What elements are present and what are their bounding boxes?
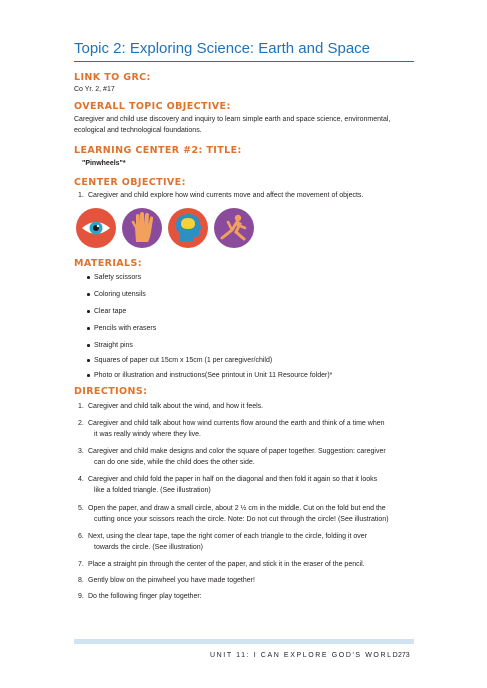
item-line: Gently blow on the pinwheel you have made together! [88,577,255,584]
materials-heading: MATERIALS: [74,258,142,269]
item-line: Next, using the clear tape, tape the right corner of each triangle to the circle, folding it over [88,533,367,540]
directions-heading: DIRECTIONS: [74,386,148,397]
eye-icon [76,208,116,248]
list-item [78,531,410,553]
item-number: 8. [78,577,84,584]
item-text: Caregiver and child explore how wind currents move and affect the movement of objects. [88,192,364,199]
objective-text: Caregiver and child use discovery and inquiry to learn simple earth and space science, environmental, ecological and technological foundations. [74,116,391,134]
bullet [87,359,90,362]
bullet [87,344,90,347]
item-line: Caregiver and child talk about how wind currents flow around the earth and think of a time when [88,420,385,427]
item-line: like a folded triangle. (See illustration) [94,487,211,494]
list-item [78,446,410,468]
list-item [78,559,410,570]
center-heading: LEARNING CENTER #2: TITLE: [74,145,242,156]
list-item [78,591,410,602]
page-title: Topic 2: Exploring Science: Earth and Space [74,40,371,57]
material-text: Photo or illustration and instructions(See printout in Unit 11 Resource folder)* [94,372,333,379]
body-movement-icon [214,208,254,248]
list-item [94,272,141,283]
page-number: 273 [398,652,410,659]
item-line: Open the paper, and draw a small circle, about 2 ½ cm in the middle. Cut on the fold but end the [88,505,386,512]
item-line: Do the following finger play together: [88,593,202,600]
list-item [94,323,156,334]
bullet [87,310,90,313]
item-number: 7. [78,561,84,568]
bullet [87,293,90,296]
list-item [78,401,410,412]
center-title: "Pinwheels"* [82,160,126,167]
list-item [94,289,146,300]
item-line: cutting once your scissors reach the circle. Note: Do not cut through the circle! (See illustration) [94,516,389,523]
item-number: 3. [78,448,84,455]
item-line: Caregiver and child talk about the wind, and how it feels. [88,403,264,410]
hand-icon [122,208,162,248]
item-line: Caregiver and child fold the paper in half on the diagonal and then fold it again so that it looks [88,476,378,483]
material-text: Safety scissors [94,274,142,281]
objective-heading: OVERALL TOPIC OBJECTIVE: [74,101,231,112]
bullet [87,374,90,377]
item-line: it was really windy where they live. [94,431,201,438]
item-number: 9. [78,593,84,600]
item-number: 6. [78,533,84,540]
item-number: 5. [78,505,84,512]
material-text: Clear tape [94,308,127,315]
item-line: towards the circle. (See illustration) [94,544,203,551]
list-item [78,418,410,440]
item-number: 2. [78,420,84,427]
link-heading: LINK TO GRC: [74,72,151,83]
list-item [94,306,126,317]
bullet [87,276,90,279]
bullet [87,327,90,330]
list-item [78,503,410,525]
item-number: 1. [78,403,84,410]
list-item [94,340,133,351]
brain-icon [168,208,208,248]
list-item [94,370,332,381]
material-text: Straight pins [94,342,133,349]
link-text: Co Yr. 2, #17 [74,86,115,93]
center-objective-item [78,190,410,201]
item-number: 4. [78,476,84,483]
footer-unit-title: UNIT 11: I CAN EXPLORE GOD'S WORLD [210,652,400,659]
list-item [94,355,272,366]
material-text: Coloring utensils [94,291,146,298]
title-divider [74,61,414,62]
list-item [78,474,410,496]
footer-band [74,639,414,644]
item-line: can do one side, while the child does the other side. [94,459,255,466]
center-objective-heading: CENTER OBJECTIVE: [74,177,186,188]
item-number: 1. [78,192,84,199]
item-line: Place a straight pin through the center of the paper, and stick it in the eraser of the pencil. [88,561,365,568]
item-line: Caregiver and child make designs and color the square of paper together. Suggestion: caregiver [88,448,386,455]
material-text: Pencils with erasers [94,325,157,332]
material-text: Squares of paper cut 15cm x 15cm (1 per caregiver/child) [94,357,273,364]
list-item [78,575,410,586]
